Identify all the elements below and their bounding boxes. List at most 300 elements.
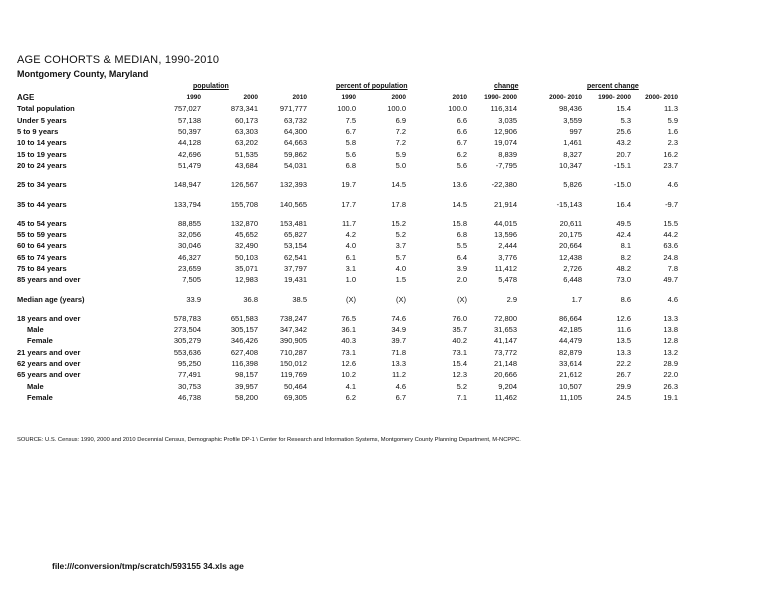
group-header-percent-change: percent change [587,83,639,90]
table-cell: 5.0 [395,160,406,170]
table-cell: 49.7 [663,275,678,285]
table-cell: 6.2 [456,149,467,159]
row-label: 65 to 74 years [17,252,67,262]
table-cell: 17.7 [341,199,356,209]
table-cell: 69,305 [284,392,307,402]
table-cell: 6.8 [456,230,467,240]
row-label: 35 to 44 years [17,199,67,209]
table-cell: 1,461 [563,138,582,148]
table-cell: 3.1 [345,264,356,273]
table-cell: 33,614 [559,359,582,369]
table-cell: 116,314 [490,104,517,114]
spacer-cell [17,210,678,218]
row-label: 85 years and over [17,275,81,285]
table-cell: 19,431 [284,275,307,285]
table-cell: 19.7 [341,180,356,190]
table-cell: 7,505 [182,275,201,285]
table-row [17,392,678,403]
table-cell: 12.8 [663,336,678,346]
table-cell: 7.8 [667,264,678,273]
table-cell: 23.7 [663,160,678,170]
table-cell: 20,611 [559,218,582,228]
table-cell: 10,347 [559,160,582,170]
row-label: 10 to 14 years [17,138,67,148]
table-cell: 1.7 [571,294,582,304]
table-cell: 11.6 [616,325,631,335]
row-label: Female [27,392,53,402]
group-header-population: population [193,83,229,90]
table-row [17,313,678,324]
table-cell: 13.5 [616,336,631,346]
table-cell: 22.0 [663,370,678,380]
table-cell: 5.2 [395,230,406,240]
table-cell: 6.6 [456,127,467,137]
table-cell: 20,664 [559,241,582,251]
table-cell: 4.0 [345,241,356,251]
table-cell: 20,175 [559,230,582,240]
table-row [17,160,678,171]
table-cell: 25.6 [616,127,631,137]
table-cell: 11.2 [391,370,406,380]
table-cell: 19,074 [494,138,517,148]
table-cell: 30,753 [178,381,201,391]
table-cell: 10,507 [559,381,582,391]
table-cell: 17.8 [391,199,406,209]
table-cell: 155,708 [230,199,258,209]
table-cell: 2,726 [563,264,582,273]
table-cell: 100.0 [337,104,356,114]
table-cell: 31,653 [494,325,517,335]
report-title: AGE COHORTS & MEDIAN, 1990-2010 [17,54,220,66]
table-cell: 7.2 [395,127,406,137]
table-cell: 132,870 [230,218,258,228]
table-cell: 6,448 [563,275,582,285]
row-label: Total population [17,104,75,114]
table-cell: 13.2 [663,347,678,357]
table-cell: 757,027 [173,104,201,114]
table-cell: -15,143 [556,199,582,209]
table-cell: 14.5 [452,199,467,209]
spacer-cell [17,305,678,313]
table-cell: 23,659 [178,264,201,273]
table-cell: 5.8 [345,138,356,148]
table-row [17,274,678,285]
table-cell: 73.1 [341,347,356,357]
column-header: 1990 [186,94,201,102]
table-cell: 39,957 [235,381,258,391]
table-cell: 35,071 [235,264,258,273]
table-row [17,229,678,240]
table-cell: 1.0 [345,275,356,285]
row-label: Median age (years) [17,294,85,304]
table-row [17,381,678,392]
table-cell: 37,797 [284,264,307,273]
table-cell: 8,327 [563,149,582,159]
table-cell: 305,157 [230,325,258,335]
table-cell: 46,738 [178,392,201,402]
table-cell: 710,287 [279,347,307,357]
row-label: 75 to 84 years [17,264,67,273]
table-cell: 126,567 [230,180,258,190]
table-cell: 3.9 [456,264,467,273]
table-cell: 50,397 [178,127,201,137]
column-header: 1990 [341,94,356,102]
table-cell: 21,612 [559,370,582,380]
table-cell: 346,426 [230,336,258,346]
table-cell: 7.1 [456,392,467,402]
table-cell: 58,200 [235,392,258,402]
spacer-row [17,285,678,293]
table-row [17,347,678,358]
table-cell: 44.2 [663,230,678,240]
table-cell: 140,565 [279,199,307,209]
table-cell: 6.8 [345,160,356,170]
table-cell: 5.5 [456,241,467,251]
table-cell: 6.7 [345,127,356,137]
table-cell: 8.2 [620,252,631,262]
group-header-percent: percent of population [336,83,408,90]
table-cell: 22.2 [616,359,631,369]
column-header: 1990- 2000 [484,94,517,102]
table-cell: 305,279 [173,336,201,346]
table-cell: 71.8 [391,347,406,357]
table-row [17,137,678,148]
table-cell: 65,827 [284,230,307,240]
table-cell: 3,035 [498,115,517,125]
table-cell: 8.1 [620,241,631,251]
table-cell: 38.5 [292,294,307,304]
table-cell: 13,596 [494,230,517,240]
spacer-row [17,171,678,179]
table-cell: 5.9 [395,149,406,159]
table-cell: 873,341 [230,104,258,114]
table-cell: 7.2 [395,138,406,148]
table-cell: 12.6 [341,359,356,369]
column-header: 1990- 2000 [598,94,631,102]
table-cell: 5,826 [563,180,582,190]
table-cell: 12.6 [616,313,631,323]
table-cell: -7,795 [495,160,517,170]
table-cell: 6.7 [395,392,406,402]
table-cell: 42.4 [616,230,631,240]
table-cell: 5.3 [620,115,631,125]
table-cell: 132,393 [279,180,307,190]
table-cell: 4.2 [345,230,356,240]
table-cell: 116,398 [231,359,258,369]
row-label: 60 to 64 years [17,241,67,251]
column-header: 2000 [243,94,258,102]
table-cell: 8.6 [620,294,631,304]
table-cell: 16.4 [616,199,631,209]
table-cell: 12,438 [559,252,582,262]
table-cell: 4.1 [345,381,356,391]
table-cell: 32,056 [178,230,201,240]
row-label: 5 to 9 years [17,127,59,137]
table-row [17,358,678,369]
table-cell: 12,906 [494,127,517,137]
table-cell: 150,012 [279,359,307,369]
table-cell: 60,173 [235,115,258,125]
row-label: 65 years and over [17,370,81,380]
table-cell: 88,855 [178,218,201,228]
table-cell: 98,436 [559,104,582,114]
table-cell: -15.0 [613,180,631,190]
table-cell: 578,783 [173,313,201,323]
table-row [17,218,678,229]
source-note: SOURCE: U.S. Census: 1990, 2000 and 2010 Decennial Census, Demographic Profile DP-1 \ Center for Research and Information Systems, Montgomery County Planning Department, M-NCPPC. [17,437,521,443]
table-cell: 15.8 [452,218,467,228]
table-cell: 13.6 [452,180,467,190]
row-label: 18 years and over [17,313,81,323]
table-cell: 73.0 [616,275,631,285]
table-cell: 10.2 [341,370,356,380]
table-cell: 11,105 [559,392,582,402]
row-label: 25 to 34 years [17,180,67,190]
table-cell: 997 [569,127,582,137]
group-header-change: change [494,83,519,90]
table-cell: 74.6 [391,313,406,323]
table-row [17,115,678,126]
table-cell: 11.7 [341,218,356,228]
table-cell: 4.6 [395,381,406,391]
table-cell: 6.4 [456,252,467,262]
table-cell: (X) [457,294,467,304]
spacer-cell [17,190,678,198]
table-cell: 347,342 [279,325,307,335]
table-cell: 73,772 [494,347,517,357]
spacer-cell [17,285,678,293]
table-row [17,252,678,263]
table-cell: 6.9 [395,115,406,125]
table-cell: 390,905 [279,336,307,346]
table-cell: 19.1 [663,392,678,402]
table-cell: 43.2 [616,138,631,148]
table-row [17,324,678,335]
table-cell: 2.3 [667,138,678,148]
table-cell: 39.7 [391,336,406,346]
table-cell: 5.7 [395,252,406,262]
table-cell: 100.0 [448,104,467,114]
table-cell: 73.1 [452,347,467,357]
table-cell: 100.0 [387,104,406,114]
table-cell: 1.5 [395,275,406,285]
table-row [17,369,678,380]
table-cell: 11.3 [663,104,678,114]
table-cell: 7.5 [345,115,356,125]
table-cell: 13.3 [616,347,631,357]
row-label: Male [27,325,44,335]
table-cell: 3.7 [395,241,406,251]
table-cell: 82,879 [559,347,582,357]
table-cell: 15.5 [663,218,678,228]
table-cell: 36.1 [341,325,356,335]
table-cell: 95,250 [178,359,201,369]
table-row [17,148,678,159]
table-cell: 40.3 [341,336,356,346]
table-cell: 72,800 [494,313,517,323]
table-cell: 651,583 [230,313,258,323]
table-cell: 77,491 [178,370,201,380]
table-cell: 4.6 [667,294,678,304]
table-cell: 51,535 [235,149,258,159]
table-cell: 13.3 [663,313,678,323]
table-cell: 1.6 [667,127,678,137]
table-cell: 44,479 [559,336,582,346]
table-row [17,126,678,137]
table-cell: 9,204 [498,381,517,391]
table-cell: 153,481 [279,218,307,228]
table-cell: 12.3 [452,370,467,380]
table-cell: 13.3 [391,359,406,369]
table-cell: 63,202 [235,138,258,148]
table-cell: (X) [396,294,406,304]
table-row [17,240,678,251]
table-cell: 50,103 [235,252,258,262]
table-cell: 13.8 [663,325,678,335]
table-cell: 49.5 [616,218,631,228]
column-header-row [17,92,678,103]
table-cell: 971,777 [279,104,307,114]
spacer-row [17,190,678,198]
report-subtitle: Montgomery County, Maryland [17,69,149,79]
table-cell: 3,776 [498,252,517,262]
column-header: 2010 [292,94,307,102]
table-cell: 4.0 [395,264,406,273]
table-cell: 86,664 [559,313,582,323]
table-cell: 64,300 [284,127,307,137]
table-body [17,103,678,403]
row-label: 45 to 54 years [17,218,67,228]
table-cell: 5.6 [456,160,467,170]
table-cell: 8,839 [498,149,517,159]
column-header: 2000- 2010 [645,94,678,102]
table-row [17,198,678,209]
table-cell: 26.7 [616,370,631,380]
table-cell: 51,479 [178,160,201,170]
age-cohort-table [17,92,678,403]
table-row [17,263,678,274]
table-cell: 20,666 [494,370,517,380]
row-label: Under 5 years [17,115,67,125]
table-row [17,179,678,190]
table-cell: 12,983 [235,275,258,285]
table-cell: 28.9 [663,359,678,369]
table-cell: 76.5 [341,313,356,323]
table-cell: 11,412 [494,264,517,273]
table-cell: 148,947 [173,180,201,190]
table-cell: 119,769 [280,370,307,380]
table-cell: 24.5 [616,392,631,402]
table-cell: 26.3 [663,381,678,391]
age-column-header: AGE [17,93,35,103]
table-cell: 5.2 [456,381,467,391]
table-cell: 35.7 [452,325,467,335]
table-cell: 33.9 [186,294,201,304]
table-cell: 42,185 [559,325,582,335]
table-cell: 54,031 [284,160,307,170]
table-cell: 6.7 [456,138,467,148]
table-cell: 133,794 [173,199,201,209]
table-cell: 44,015 [494,218,517,228]
table-cell: (X) [346,294,356,304]
row-label: 55 to 59 years [17,230,67,240]
table-cell: 16.2 [663,149,678,159]
table-cell: 46,327 [178,252,201,262]
table-cell: 21,914 [494,199,517,209]
table-cell: 57,138 [178,115,201,125]
spacer-row [17,210,678,218]
table-cell: 24.8 [663,252,678,262]
table-cell: 5,478 [498,275,517,285]
table-cell: 6.1 [345,252,356,262]
table-cell: 29.9 [616,381,631,391]
table-cell: 62,541 [284,252,307,262]
table-cell: -22,380 [491,180,517,190]
row-label: 21 years and over [17,347,81,357]
row-label: 62 years and over [17,359,81,369]
table-cell: 42,696 [178,149,201,159]
table-cell: 2,444 [498,241,517,251]
table-cell: 63,303 [235,127,258,137]
table-row [17,293,678,304]
table-row [17,103,678,114]
table-cell: 41,147 [494,336,517,346]
table-cell: 5.6 [345,149,356,159]
table-cell: 45,652 [235,230,258,240]
table-cell: 36.8 [243,294,258,304]
table-cell: 59,862 [284,149,307,159]
table-cell: 76.0 [452,313,467,323]
table-cell: 4.6 [667,180,678,190]
table-cell: 30,046 [178,241,201,251]
table-cell: 2.9 [506,294,517,304]
table-cell: -9.7 [665,199,678,209]
table-cell: 273,504 [173,325,201,335]
table-cell: 3,559 [563,115,582,125]
table-cell: 98,157 [235,370,258,380]
table-cell: 63.6 [663,241,678,251]
table-cell: 63,732 [284,115,307,125]
row-label: Male [27,381,44,391]
table-cell: 627,408 [230,347,258,357]
table-cell: 64,663 [284,138,307,148]
table-cell: 20.7 [616,149,631,159]
table-cell: 15.4 [616,104,631,114]
table-cell: -15.1 [613,160,631,170]
table-cell: 11,462 [494,392,517,402]
table-cell: 6.6 [456,115,467,125]
table-cell: 553,636 [173,347,201,357]
spacer-cell [17,171,678,179]
table-cell: 48.2 [616,264,631,273]
table-cell: 40.2 [452,336,467,346]
column-header: 2000 [391,94,406,102]
table-cell: 53,154 [284,241,307,251]
table-cell: 21,148 [494,359,517,369]
table-cell: 6.2 [345,392,356,402]
table-cell: 738,247 [279,313,307,323]
column-header: 2010 [452,94,467,102]
table-cell: 50,464 [284,381,307,391]
row-label: 20 to 24 years [17,160,67,170]
table-cell: 34.9 [391,325,406,335]
table-cell: 5.9 [667,115,678,125]
column-header: 2000- 2010 [549,94,582,102]
table-cell: 44,128 [178,138,201,148]
table-cell: 14.5 [391,180,406,190]
table-cell: 32,490 [235,241,258,251]
file-path-footer: file:///conversion/tmp/scratch/593155 34.xls age [52,561,244,571]
